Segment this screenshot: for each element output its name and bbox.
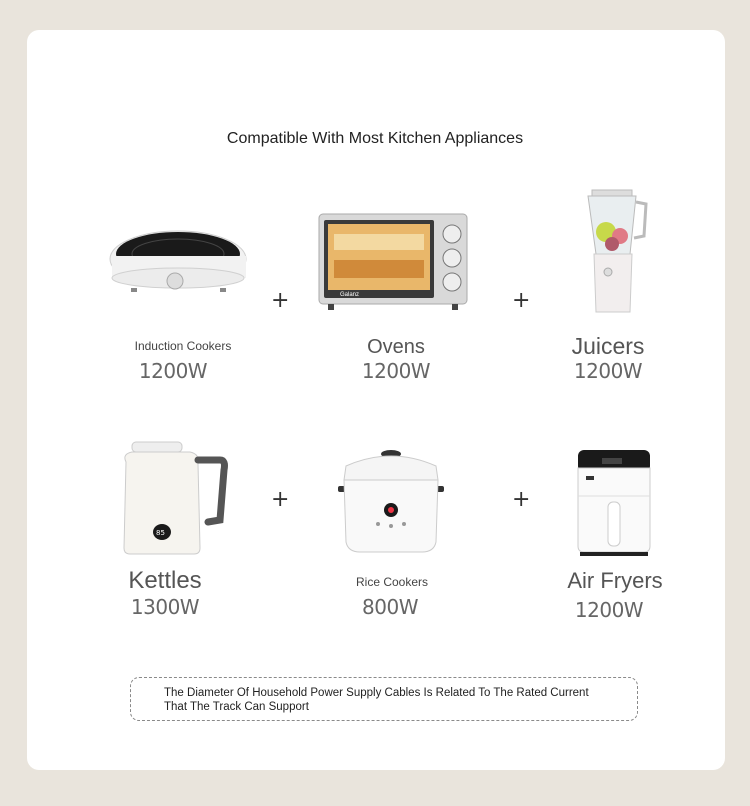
appliance-name: Kettles	[128, 567, 202, 594]
page-title: Compatible With Most Kitchen Appliances	[226, 130, 524, 147]
appliance-wattage: 1200W	[361, 359, 431, 383]
appliance-name: Air Fryers	[567, 568, 663, 593]
appliance-name: Rice Cookers	[355, 575, 429, 589]
plus-sign: +	[512, 288, 531, 313]
appliance-wattage: 1200W	[138, 359, 208, 383]
oven-brand: Galanz	[340, 292, 360, 298]
appliance-wattage: 1200W	[574, 598, 644, 622]
cable-diameter-note	[130, 677, 638, 721]
appliance-name: Induction Cookers	[134, 339, 232, 353]
air-fryer-icon	[574, 448, 654, 558]
rice-cooker-icon	[336, 450, 446, 556]
appliance-name: Juicers	[571, 333, 645, 359]
note-line-2: That The Track Can Support	[164, 701, 309, 713]
kettle-display: 85	[156, 529, 165, 537]
note-line-1: The Diameter Of Household Power Supply Cables Is Related To The Rated Current	[164, 687, 589, 699]
appliance-name: Ovens	[367, 336, 425, 358]
induction-cooker-icon	[108, 226, 250, 296]
kettle-icon	[120, 440, 230, 558]
juicer-icon	[578, 188, 650, 318]
plus-sign: +	[271, 487, 290, 512]
plus-sign: +	[512, 487, 531, 512]
oven-icon	[318, 212, 468, 312]
appliance-wattage: 800W	[362, 595, 418, 619]
plus-sign: +	[271, 288, 290, 313]
appliance-wattage: 1300W	[130, 595, 200, 619]
appliance-wattage: 1200W	[573, 359, 643, 383]
